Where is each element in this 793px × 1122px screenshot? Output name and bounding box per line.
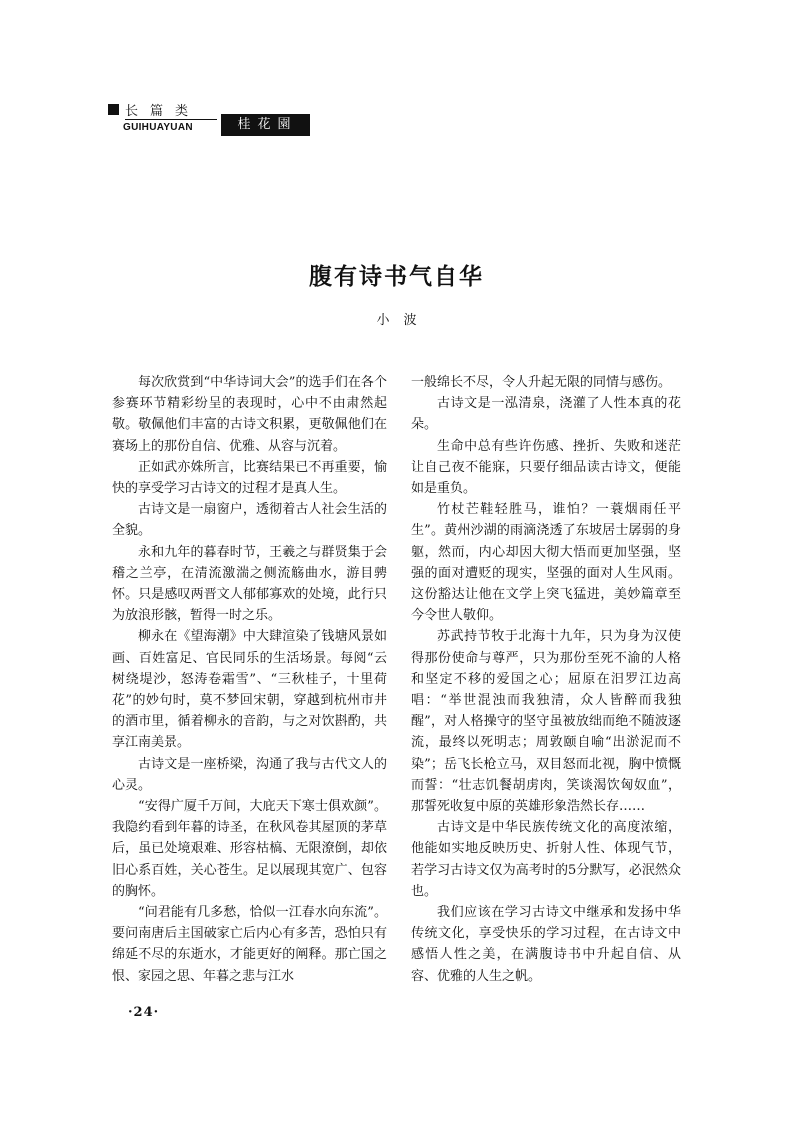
paragraph: 古诗文是一泓清泉，浇灌了人性本真的花朵。 [411,396,681,433]
header-square-mark [108,104,119,115]
article-title: 腹有诗书气自华 [309,264,484,290]
paragraph: 古诗文是一扇窗户，透彻着古人社会生活的全貌。 [112,502,387,539]
header-pinyin: GUIHUAYUAN [123,122,193,133]
article-author: 小波 [376,313,431,328]
paragraph: 我们应该在学习古诗文中继承和发扬中华传统文化，享受快乐的学习过程，在古诗文中感悟人性之美，在满腹诗书中升起自信、从容、优雅的人生之帆。 [411,905,681,984]
paragraph: 古诗文是中华民族传统文化的高度浓缩，他能如实地反映历史、折射人性、体现气节，若学习古诗文仅为高考时的5分默写，必泯然众也。 [411,820,681,899]
paragraph: 古诗文是一座桥梁，沟通了我与古代文人的心灵。 [112,756,387,793]
paragraph: 正如武亦姝所言，比赛结果已不再重要，愉快的享受学习古诗文的过程才是真人生。 [112,459,387,497]
section-header [108,100,308,138]
right-column [411,372,681,987]
page-number: ·24· [128,1005,160,1020]
header-category: 长篇类 [125,104,201,119]
left-column [112,372,387,987]
paragraph: “安得广厦千万间，大庇天下寒士俱欢颜”。我隐约看到年暮的诗圣，在秋风卷其屋顶的茅草后，虽已处境艰难、形容枯槁、无限潦倒，却依旧心系百姓，关心苍生。足以展现其宽广、包容的胸怀。 [112,799,387,899]
paragraph: 永和九年的暮春时节，王羲之与群贤集于会稽之兰亭，在清流激湍之侧流觞曲水，游目骋怀。只是感叹两晋文人郁郁寡欢的处境，此行只为放浪形骸，暂得一时之乐。 [112,544,387,624]
paragraph: 竹杖芒鞋轻胜马，谁怕？一蓑烟雨任平生”。黄州沙湖的雨滴浇透了东坡居士孱弱的身躯，然而，内心却因大彻大悟而更加坚强，坚强的面对遭贬的现实，坚强的面对人生风雨。这份豁达让他在文学上突飞猛进，美妙篇章至今令世人敬仰。 [411,502,681,624]
paragraph: “问君能有几多愁，恰似一江春水向东流”。要问南唐后主国破家亡后内心有多苦，恐怕只有绵延不尽的东逝水，才能更好的阐释。那亡国之恨、家园之思、年暮之悲与江水 [112,905,387,984]
paragraph: 生命中总有些许伤感、挫折、失败和迷茫让自己夜不能寐，只要仔细品读古诗文，便能如是重负。 [411,438,681,497]
header-rule [125,119,217,120]
paragraph: 每次欣赏到“中华诗词大会”的选手们在各个参赛环节精彩纷呈的表现时，心中不由肃然起敬。敬佩他们丰富的古诗文积累，更敬佩他们在赛场上的那份自信、优雅、从容与沉着。 [112,375,387,454]
header-column-name: 桂花園 [221,114,310,136]
paragraph: 柳永在《望海潮》中大肆渲染了钱塘风景如画、百姓富足、官民同乐的生活场景。每阅“云树绕堤沙，怒涛卷霜雪”、“三秋桂子，十里荷花”的妙句时，莫不梦回宋朝，穿越到杭州市井的酒市里，循着柳永的音韵，与之对饮斟酌，共享江南美景。 [112,629,387,751]
paragraph: 苏武持节牧于北海十九年，只为身为汉使得那份使命与尊严，只为那份至死不渝的人格和坚定不移的爱国之心；屈原在汨罗江边高唱：“举世混浊而我独清，众人皆醉而我独醒”，对人格操守的坚守虽被放绌而绝不随波逐流，最终以死明志；周敦颐自喻“出淤泥而不染”；岳飞长枪立马，双目怒而北视，胸中愤慨而誓：“壮志饥餐胡虏肉，笑谈渴饮匈奴血”，那誓死收复中原的英雄形象浩然长存…… [411,629,681,815]
paragraph-continued: 一般绵长不尽，令人升起无限的同情与感伤。 [411,375,672,390]
